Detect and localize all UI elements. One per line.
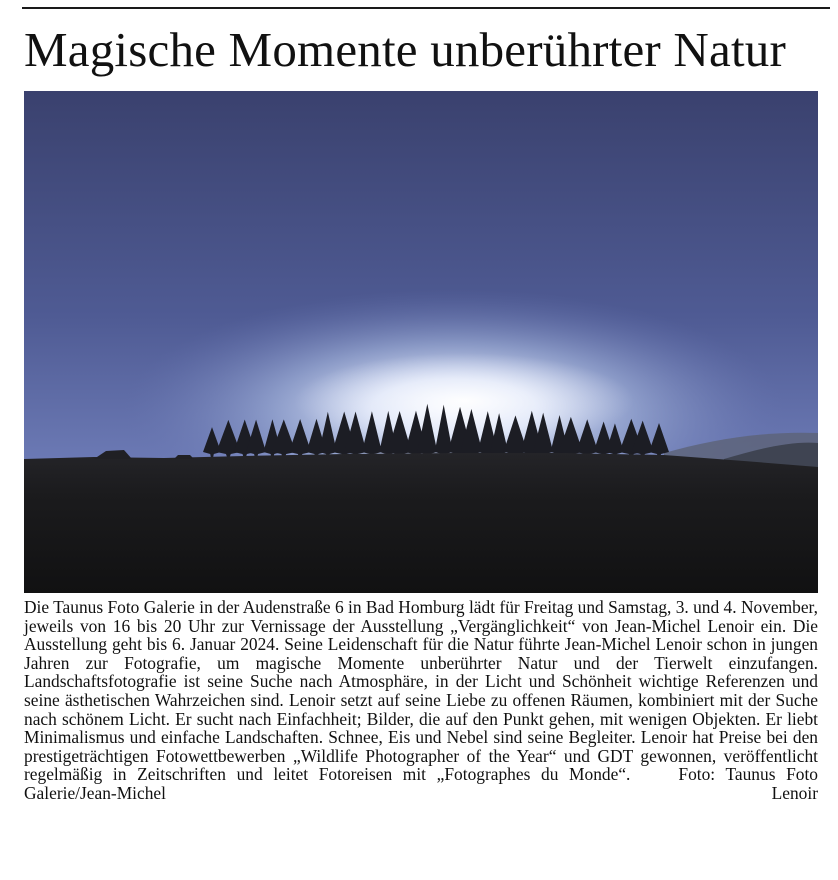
top-rule	[22, 7, 830, 9]
landscape-photo	[24, 91, 818, 593]
headline: Magische Momente unberührter Natur	[24, 22, 786, 77]
photo-credit: Foto: Taunus Foto Galerie/Jean-Michel Lenoir	[24, 764, 819, 803]
caption	[24, 598, 818, 803]
caption-text: Die Taunus Foto Galerie in der Audenstraße 6 in Bad Homburg lädt für Freitag und Samstag, 3. und 4. November, jeweils von 16 bis 20 Uhr zur Vernissage der Ausstellung „Vergänglichkeit“ von Jean-Michel Lenoir ein. Die Ausstellung geht bis 6. Januar 2024. Seine Leidenschaft für die Natur führte Jean-Michel Lenoir schon in jungen Jahren zur Fotografie, um magische Momente unberührter Natur und der Tierwelt einzufangen. Landschaftsfotografie ist seine Suche nach Atmosphäre, in der Licht und Schönheit wichtige Referenzen und seine ästhetischen Wahrzeichen sind. Lenoir setzt auf seine Liebe zu offenen Räumen, kombiniert mit der Suche nach schönem Licht. Er sucht nach Einfachheit; Bilder, die auf den Punkt gehen, mit wenigen Objekten. Er liebt Minimalismus und einfache Landschaften. Schnee, Eis und Nebel sind seine Begleiter. Lenoir hat Preise bei den prestigeträchtigen Fotowettbewerben „Wildlife Photographer of the Year“ und GDT gewonnen, veröffentlicht regelmäßig in Zeitschriften und leitet Fotoreisen mit „Fotographes du Monde“.	[24, 597, 818, 785]
